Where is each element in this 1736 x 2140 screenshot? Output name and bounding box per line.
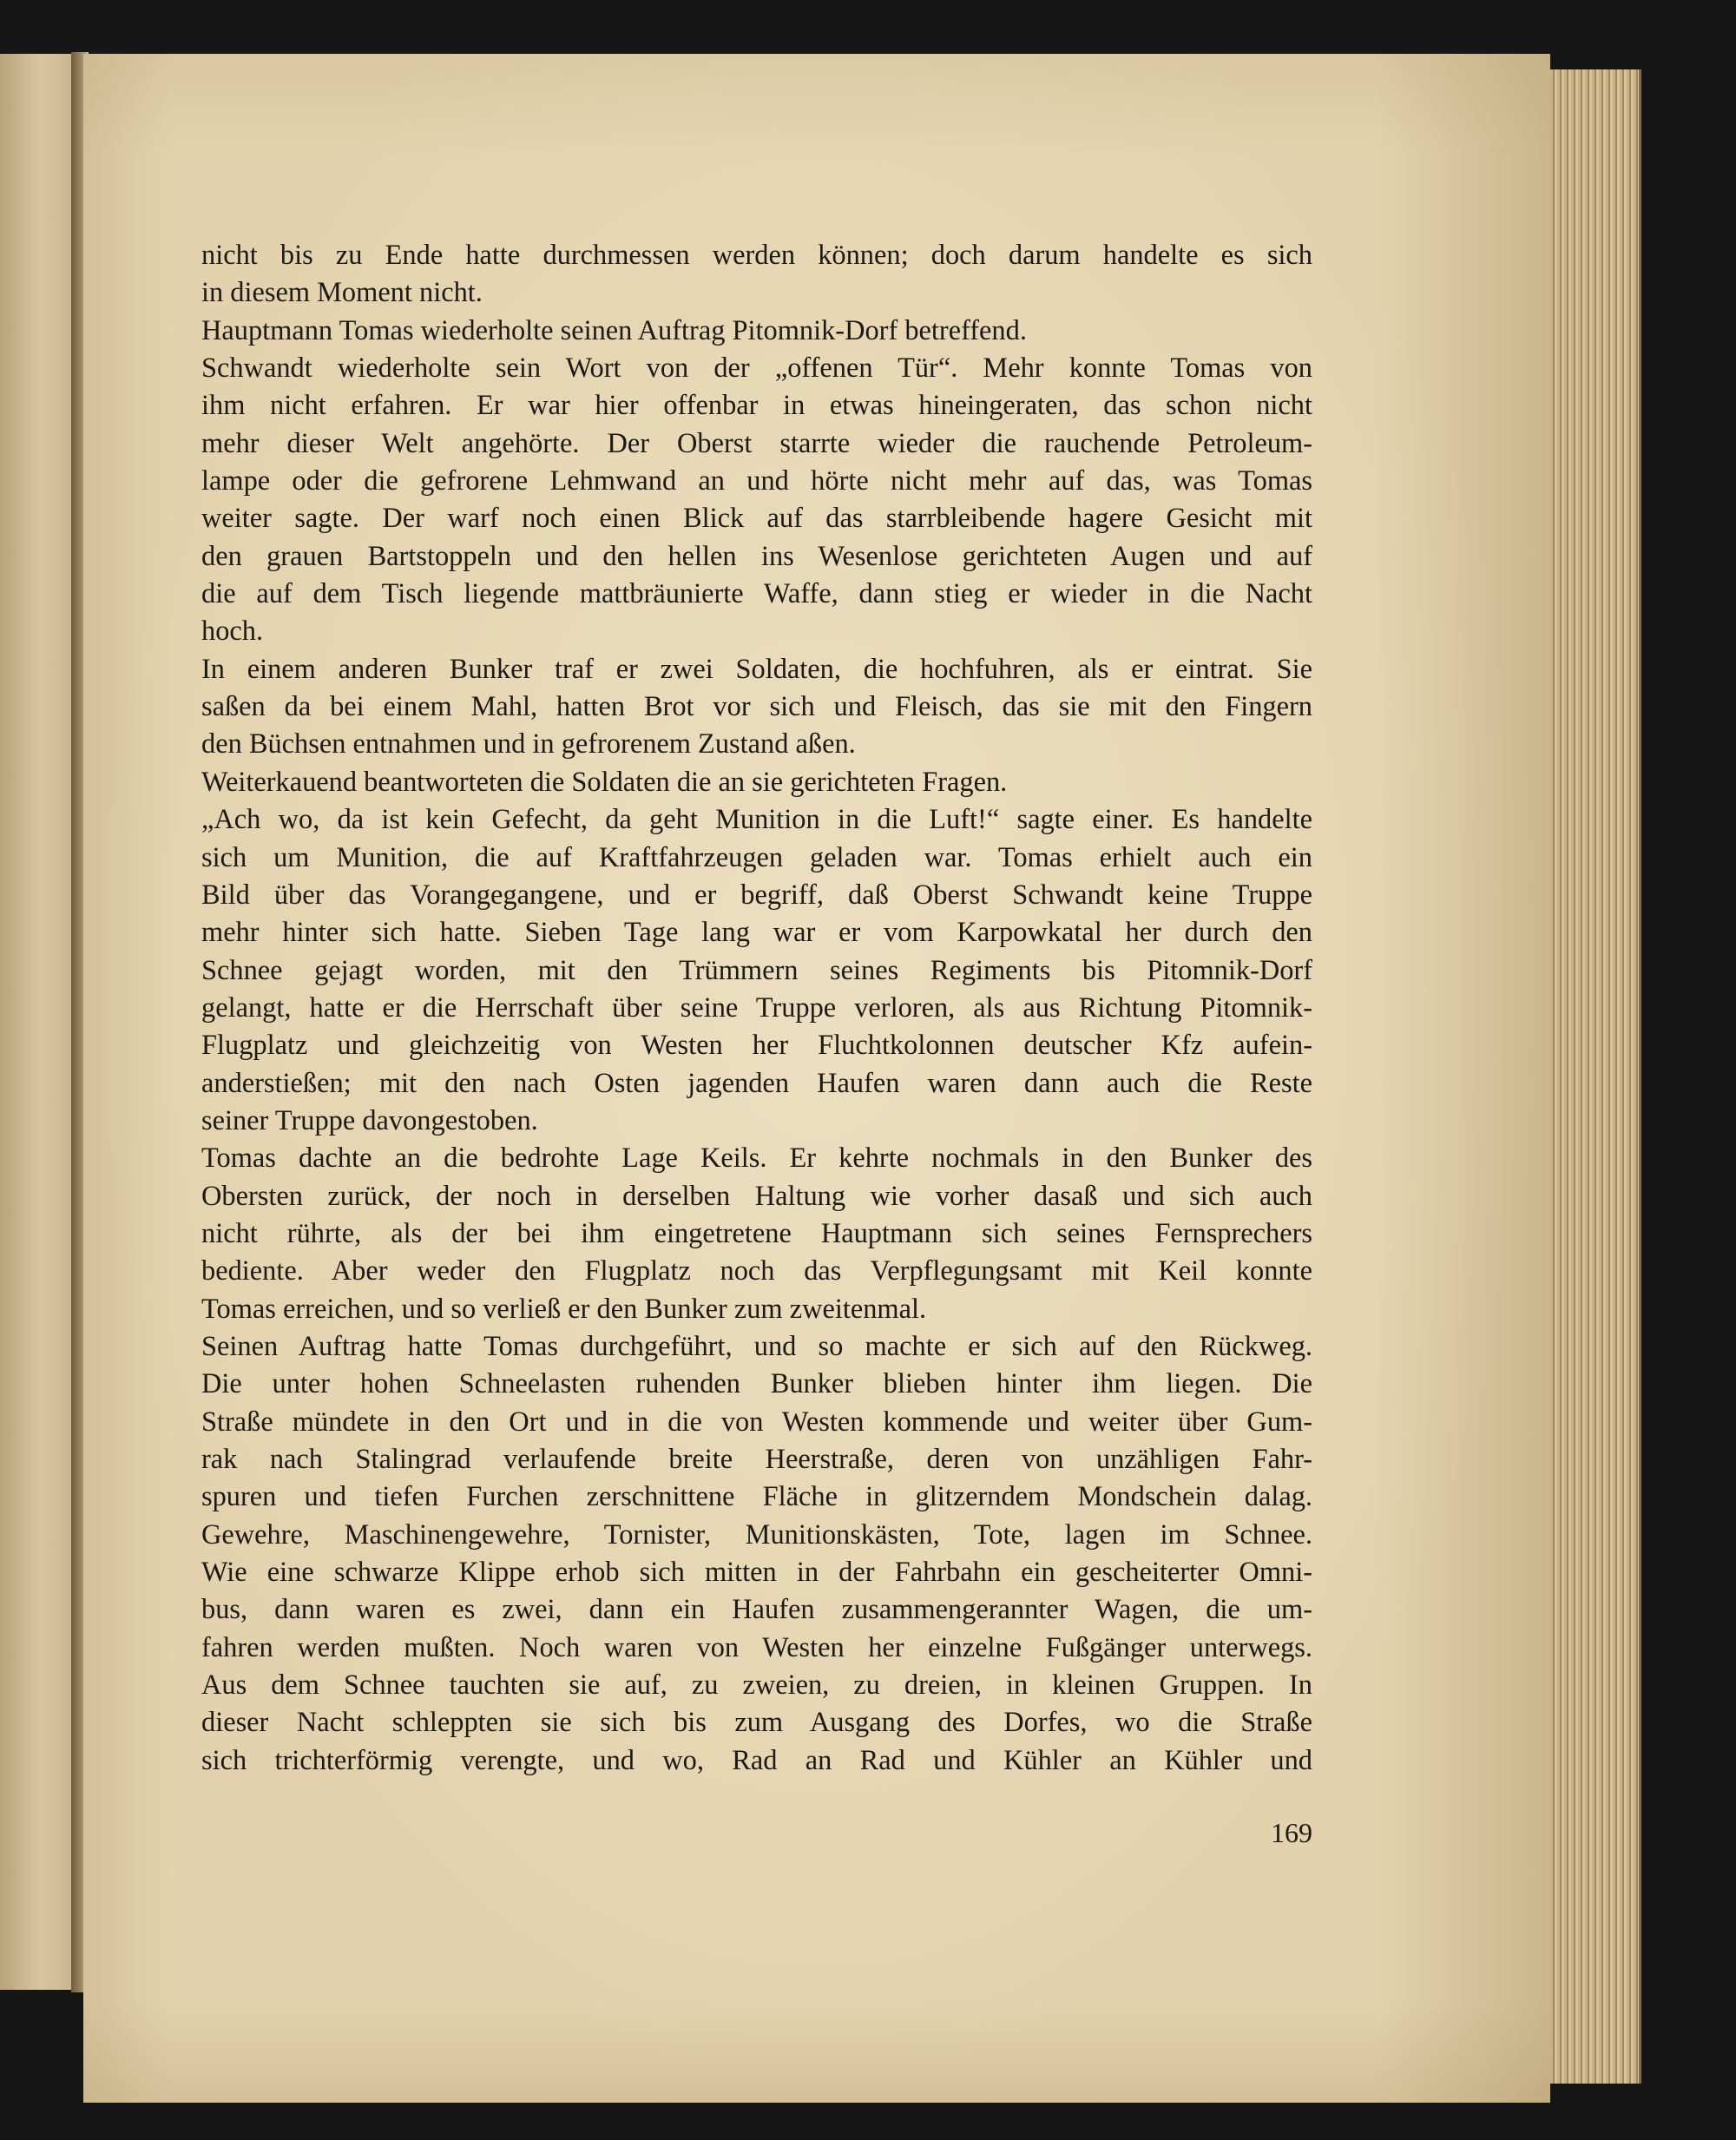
text-line: Wie eine schwarze Klippe erhob sich mitten in der Fahrbahn ein gescheiterter Omni- xyxy=(201,1557,1312,1589)
text-line: rak nach Stalingrad verlaufende breite Heerstraße, deren von unzähligen Fahr- xyxy=(201,1444,1312,1475)
text-line: Seinen Auftrag hatte Tomas durchgeführt, und so machte er sich auf den Rückweg. xyxy=(201,1330,1312,1362)
text-line: Tomas erreichen, und so verließ er den Bunker zum zweitenmal. xyxy=(201,1293,927,1325)
text-line: seiner Truppe davongestoben. xyxy=(201,1104,538,1136)
text-line: fahren werden mußten. Noch waren von Westen her einzelne Fußgänger unterwegs. xyxy=(201,1631,1312,1663)
text-line: Schnee gejagt worden, mit den Trümmern seines Regiments bis Pitomnik-Dorf xyxy=(201,954,1312,986)
text-line: in diesem Moment nicht. xyxy=(201,277,483,309)
text-line: Straße mündete in den Ort und in die von Westen kommende und weiter über Gum- xyxy=(201,1406,1312,1438)
text-line: mehr dieser Welt angehörte. Der Oberst starrte wieder die rauchende Petroleum- xyxy=(201,427,1312,459)
text-line: lampe oder die gefrorene Lehmwand an und hörte nicht mehr auf das, was Tomas xyxy=(201,465,1312,497)
text-line: Tomas dachte an die bedrohte Lage Keils. Er kehrte nochmals in den Bunker des xyxy=(201,1142,1312,1175)
text-line: spuren und tiefen Furchen zerschnittene Fläche in glitzerndem Mondschein dalag. xyxy=(201,1481,1312,1513)
text-line: dieser Nacht schleppten sie sich bis zum Ausgang des Dorfes, wo die Straße xyxy=(201,1707,1312,1739)
text-line: Hauptmann Tomas wiederholte seinen Auftrag Pitomnik-Dorf betreffend. xyxy=(201,314,1027,346)
text-line: die auf dem Tisch liegende mattbräunierte Waffe, dann stieg er wieder in die Nacht xyxy=(201,578,1312,610)
page-stack-edges xyxy=(1543,69,1641,2084)
text-line: Aus dem Schnee tauchten sie auf, zu zweien, zu dreien, in kleinen Gruppen. In xyxy=(201,1669,1312,1702)
text-line: ihm nicht erfahren. Er war hier offenbar in etwas hineingeraten, das schon nicht xyxy=(201,390,1312,422)
text-line: Weiterkauend beantworteten die Soldaten die an sie gerichteten Fragen. xyxy=(201,766,1008,798)
facing-page-edge xyxy=(0,54,75,1990)
text-line: den grauen Bartstoppeln und den hellen ins Wesenlose gerichteten Augen und auf xyxy=(201,540,1312,572)
text-line: bus, dann waren es zwei, dann ein Haufen zusammengerannter Wagen, die um- xyxy=(201,1594,1312,1626)
body-text xyxy=(201,237,1312,1780)
text-line: bediente. Aber weder den Flugplatz noch das Verpflegungsamt mit Keil konnte xyxy=(201,1255,1312,1287)
text-line: den Büchsen entnahmen und in gefrorenem Zustand aßen. xyxy=(201,728,856,761)
text-line: gelangt, hatte er die Herrschaft über seine Truppe verloren, als aus Richtung Pitomnik- xyxy=(201,991,1312,1024)
text-line: sich trichterförmig verengte, und wo, Rad an Rad und Kühler an Kühler und xyxy=(201,1744,1312,1776)
text-line: saßen da bei einem Mahl, hatten Brot vor sich und Fleisch, das sie mit den Fingern xyxy=(201,691,1312,723)
text-line: Obersten zurück, der noch in derselben Haltung wie vorher dasaß und sich auch xyxy=(201,1180,1312,1212)
text-line: Schwandt wiederholte sein Wort von der „offenen Tür“. Mehr konnte Tomas von xyxy=(201,352,1312,385)
text-line: nicht bis zu Ende hatte durchmessen werden können; doch darum handelte es sich xyxy=(201,240,1312,271)
text-line: Die unter hohen Schneelasten ruhenden Bunker blieben hinter ihm liegen. Die xyxy=(201,1368,1312,1400)
text-line: sich um Munition, die auf Kraftfahrzeugen geladen war. Tomas erhielt auch ein xyxy=(201,841,1312,873)
page-number: 169 xyxy=(1271,1817,1312,1848)
text-line: Bild über das Vorangegangene, und er begriff, daß Oberst Schwandt keine Truppe xyxy=(201,879,1312,911)
text-line: „Ach wo, da ist kein Gefecht, da geht Munition in die Luft!“ sagte einer. Es handelte xyxy=(201,804,1312,836)
text-line: nicht rührte, als der bei ihm eingetretene Hauptmann sich seines Fernsprechers xyxy=(201,1217,1312,1249)
text-line: In einem anderen Bunker traf er zwei Soldaten, die hochfuhren, als er eintrat. Sie xyxy=(201,653,1312,685)
text-line: Gewehre, Maschinengewehre, Tornister, Munitionskästen, Tote, lagen im Schnee. xyxy=(201,1518,1312,1551)
text-line: hoch. xyxy=(201,616,264,648)
text-line: weiter sagte. Der warf noch einen Blick auf das starrbleibende hagere Gesicht mit xyxy=(201,503,1312,535)
text-line: mehr hinter sich hatte. Sieben Tage lang war er vom Karpowkatal her durch den xyxy=(201,917,1312,949)
text-line: anderstießen; mit den nach Osten jagenden Haufen waren dann auch die Reste xyxy=(201,1067,1312,1099)
text-line: Flugplatz und gleichzeitig von Westen her Fluchtkolonnen deutscher Kfz aufein- xyxy=(201,1030,1312,1062)
